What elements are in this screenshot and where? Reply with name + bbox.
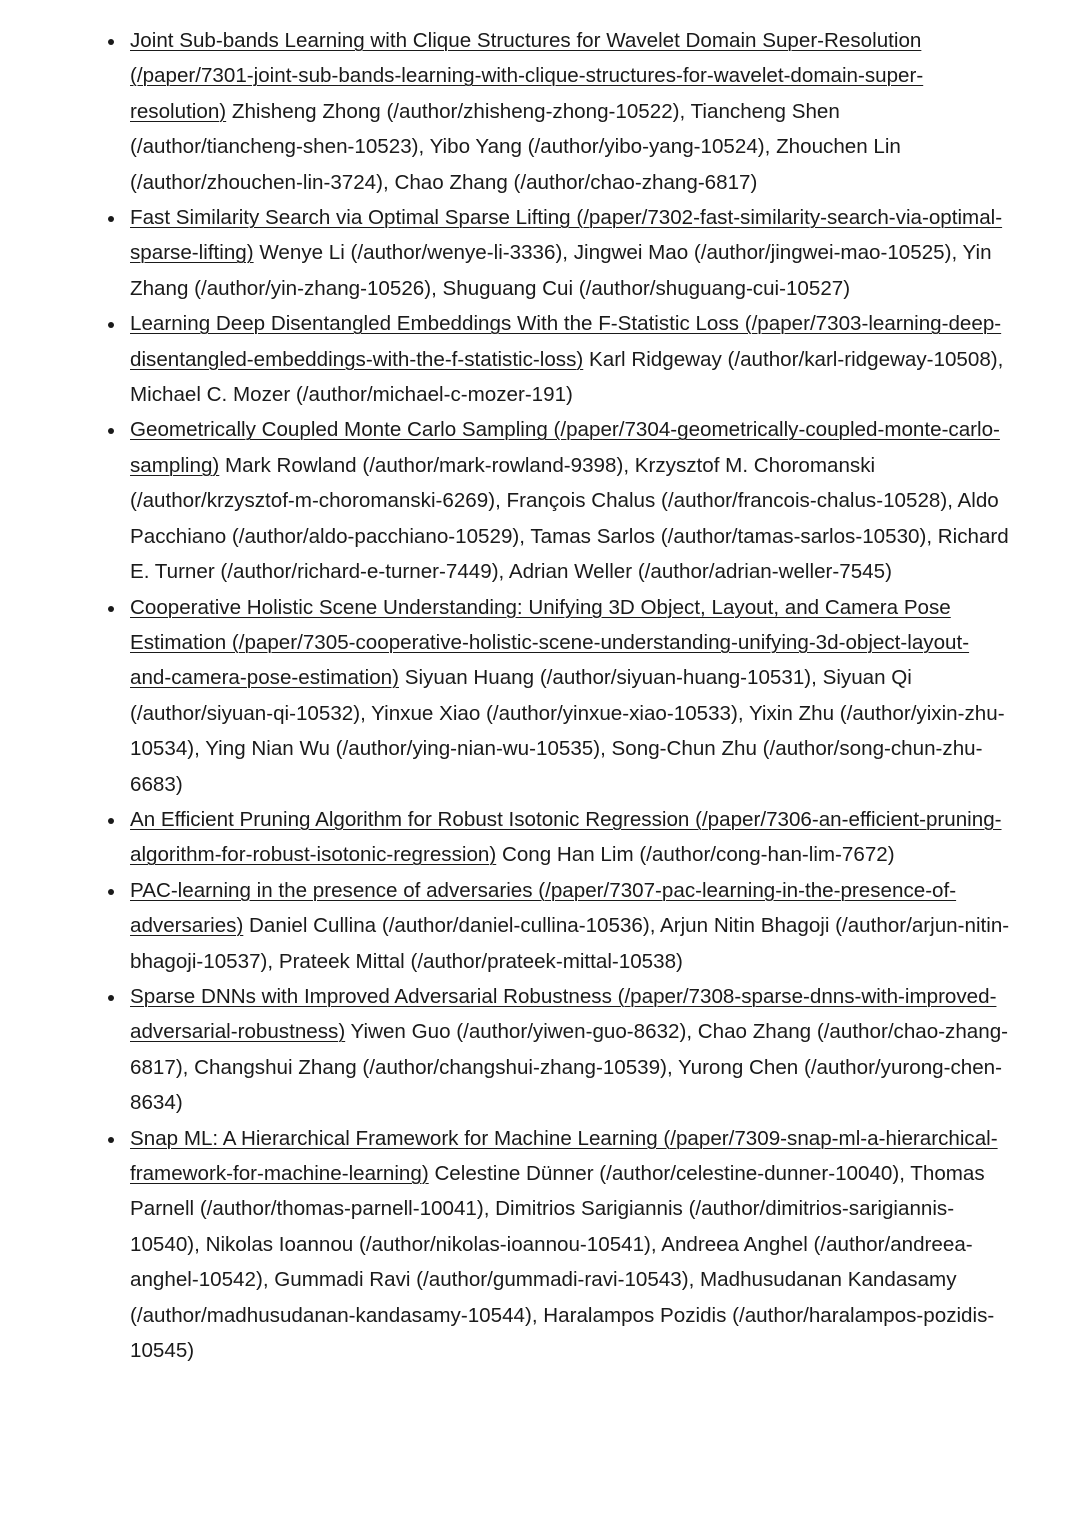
bullet-icon: [108, 995, 114, 1001]
list-item: [130, 306, 1010, 412]
bullet-icon: [108, 322, 114, 328]
paper-title-link[interactable]: Geometrically Coupled Monte Carlo Sampling (/paper/7304-geometrically-coupled-monte-carlo-sampling): [130, 418, 1000, 477]
bullet-icon: [108, 39, 114, 45]
list-item: [130, 873, 1010, 979]
list-item: [130, 1121, 1010, 1369]
list-item: [130, 979, 1010, 1121]
paper-authors: Yiwen Guo (/author/yiwen-guo-8632), Chao Zhang (/author/chao-zhang-6817), Changshui Zhang (/author/changshui-zhang-10539), Yurong Chen (/author/yurong-chen-8634): [130, 1020, 1009, 1115]
paper-title-link[interactable]: An Efficient Pruning Algorithm for Robust Isotonic Regression (/paper/7306-an-efficient-pruning-algorithm-for-robust-isotonic-regression): [130, 807, 1002, 867]
paper-authors: Wenye Li (/author/wenye-li-3336), Jingwei Mao (/author/jingwei-mao-10525), Yin Zhang (/author/yin-zhang-10526), Shuguang Cui (/author/shuguang-cui-10527): [130, 241, 992, 300]
paper-authors: Celestine Dünner (/author/celestine-dunner-10040), Thomas Parnell (/author/thomas-parnell-10041), Dimitrios Sarigiannis (/author/dimitrios-sarigiannis-10540), Nikolas Ioannou (/author/nikolas-ioannou-10541), Andreea Anghel (/author/andreea-anghel-10542), Gummadi Ravi (/author/gummadi-ravi-10543), Madhusudanan Kandasamy (/author/madhusudanan-kandasamy-10544), Haralampos Pozidis (/author/haralampos-pozidis-10545): [130, 1162, 995, 1363]
paper-title-link[interactable]: Joint Sub-bands Learning with Clique Structures for Wavelet Domain Super-Resolution (/paper/7301-joint-sub-bands-learning-with-clique-structures-for-wavelet-domain-super-resolution): [130, 29, 924, 123]
paper-authors: Zhisheng Zhong (/author/zhisheng-zhong-10522), Tiancheng Shen (/author/tiancheng-shen-10523), Yibo Yang (/author/yibo-yang-10524), Zhouchen Lin (/author/zhouchen-lin-3724), Chao Zhang (/author/chao-zhang-6817): [130, 99, 901, 194]
bullet-icon: [108, 818, 114, 824]
paper-title-link[interactable]: Cooperative Holistic Scene Understanding: Unifying 3D Object, Layout, and Camera Pose Estimation (/paper/7305-cooperative-holistic-scene-understanding-unifying-3d-object-layout-and-camera-pose-estimation): [130, 595, 970, 690]
bullet-icon: [108, 216, 114, 222]
paper-title-link[interactable]: Snap ML: A Hierarchical Framework for Machine Learning (/paper/7309-snap-ml-a-hierarchical-framework-for-machine-learning): [130, 1126, 998, 1185]
paper-authors: Mark Rowland (/author/mark-rowland-9398), Krzysztof M. Choromanski (/author/krzysztof-m-choromanski-6269), François Chalus (/author/francois-chalus-10528), Aldo Pacchiano (/author/aldo-pacchiano-10529), Tamas Sarlos (/author/tamas-sarlos-10530), Richard E. Turner (/author/richard-e-turner-7449), Adrian Weller (/author/adrian-weller-7545): [130, 453, 1009, 584]
list-item: [130, 590, 1010, 802]
bullet-icon: [108, 428, 114, 434]
list-item: [130, 412, 1010, 589]
bullet-icon: [108, 606, 114, 612]
paper-authors: Daniel Cullina (/author/daniel-cullina-10536), Arjun Nitin Bhagoji (/author/arjun-nitin-bhagoji-10537), Prateek Mittal (/author/prateek-mittal-10538): [130, 914, 1010, 973]
list-item: [130, 200, 1010, 306]
paper-title-link[interactable]: PAC-learning in the presence of adversaries (/paper/7307-pac-learning-in-the-presence-of-adversaries): [130, 878, 957, 938]
list-item: [130, 802, 1010, 873]
paper-title-link[interactable]: Learning Deep Disentangled Embeddings With the F-Statistic Loss (/paper/7303-learning-deep-disentangled-embeddings-with-the-f-statistic-loss): [130, 312, 1002, 371]
paper-title-link[interactable]: Sparse DNNs with Improved Adversarial Robustness (/paper/7308-sparse-dnns-with-improved-adversarial-robustness): [130, 984, 997, 1044]
bullet-icon: [108, 889, 114, 895]
paper-authors: Siyuan Huang (/author/siyuan-huang-10531), Siyuan Qi (/author/siyuan-qi-10532), Yinxue Xiao (/author/yinxue-xiao-10533), Yixin Zhu (/author/yixin-zhu-10534), Ying Nian Wu (/author/ying-nian-wu-10535), Song-Chun Zhu (/author/song-chun-zhu-6683): [130, 666, 1005, 796]
bullet-icon: [108, 1137, 114, 1143]
paper-authors: Cong Han Lim (/author/cong-han-lim-7672): [501, 843, 895, 867]
paper-authors: Karl Ridgeway (/author/karl-ridgeway-10508), Michael C. Mozer (/author/michael-c-mozer-191): [130, 347, 1004, 407]
paper-title-link[interactable]: Fast Similarity Search via Optimal Sparse Lifting (/paper/7302-fast-similarity-search-via-optimal-sparse-lifting): [130, 206, 1003, 265]
list-item: [130, 23, 1010, 200]
